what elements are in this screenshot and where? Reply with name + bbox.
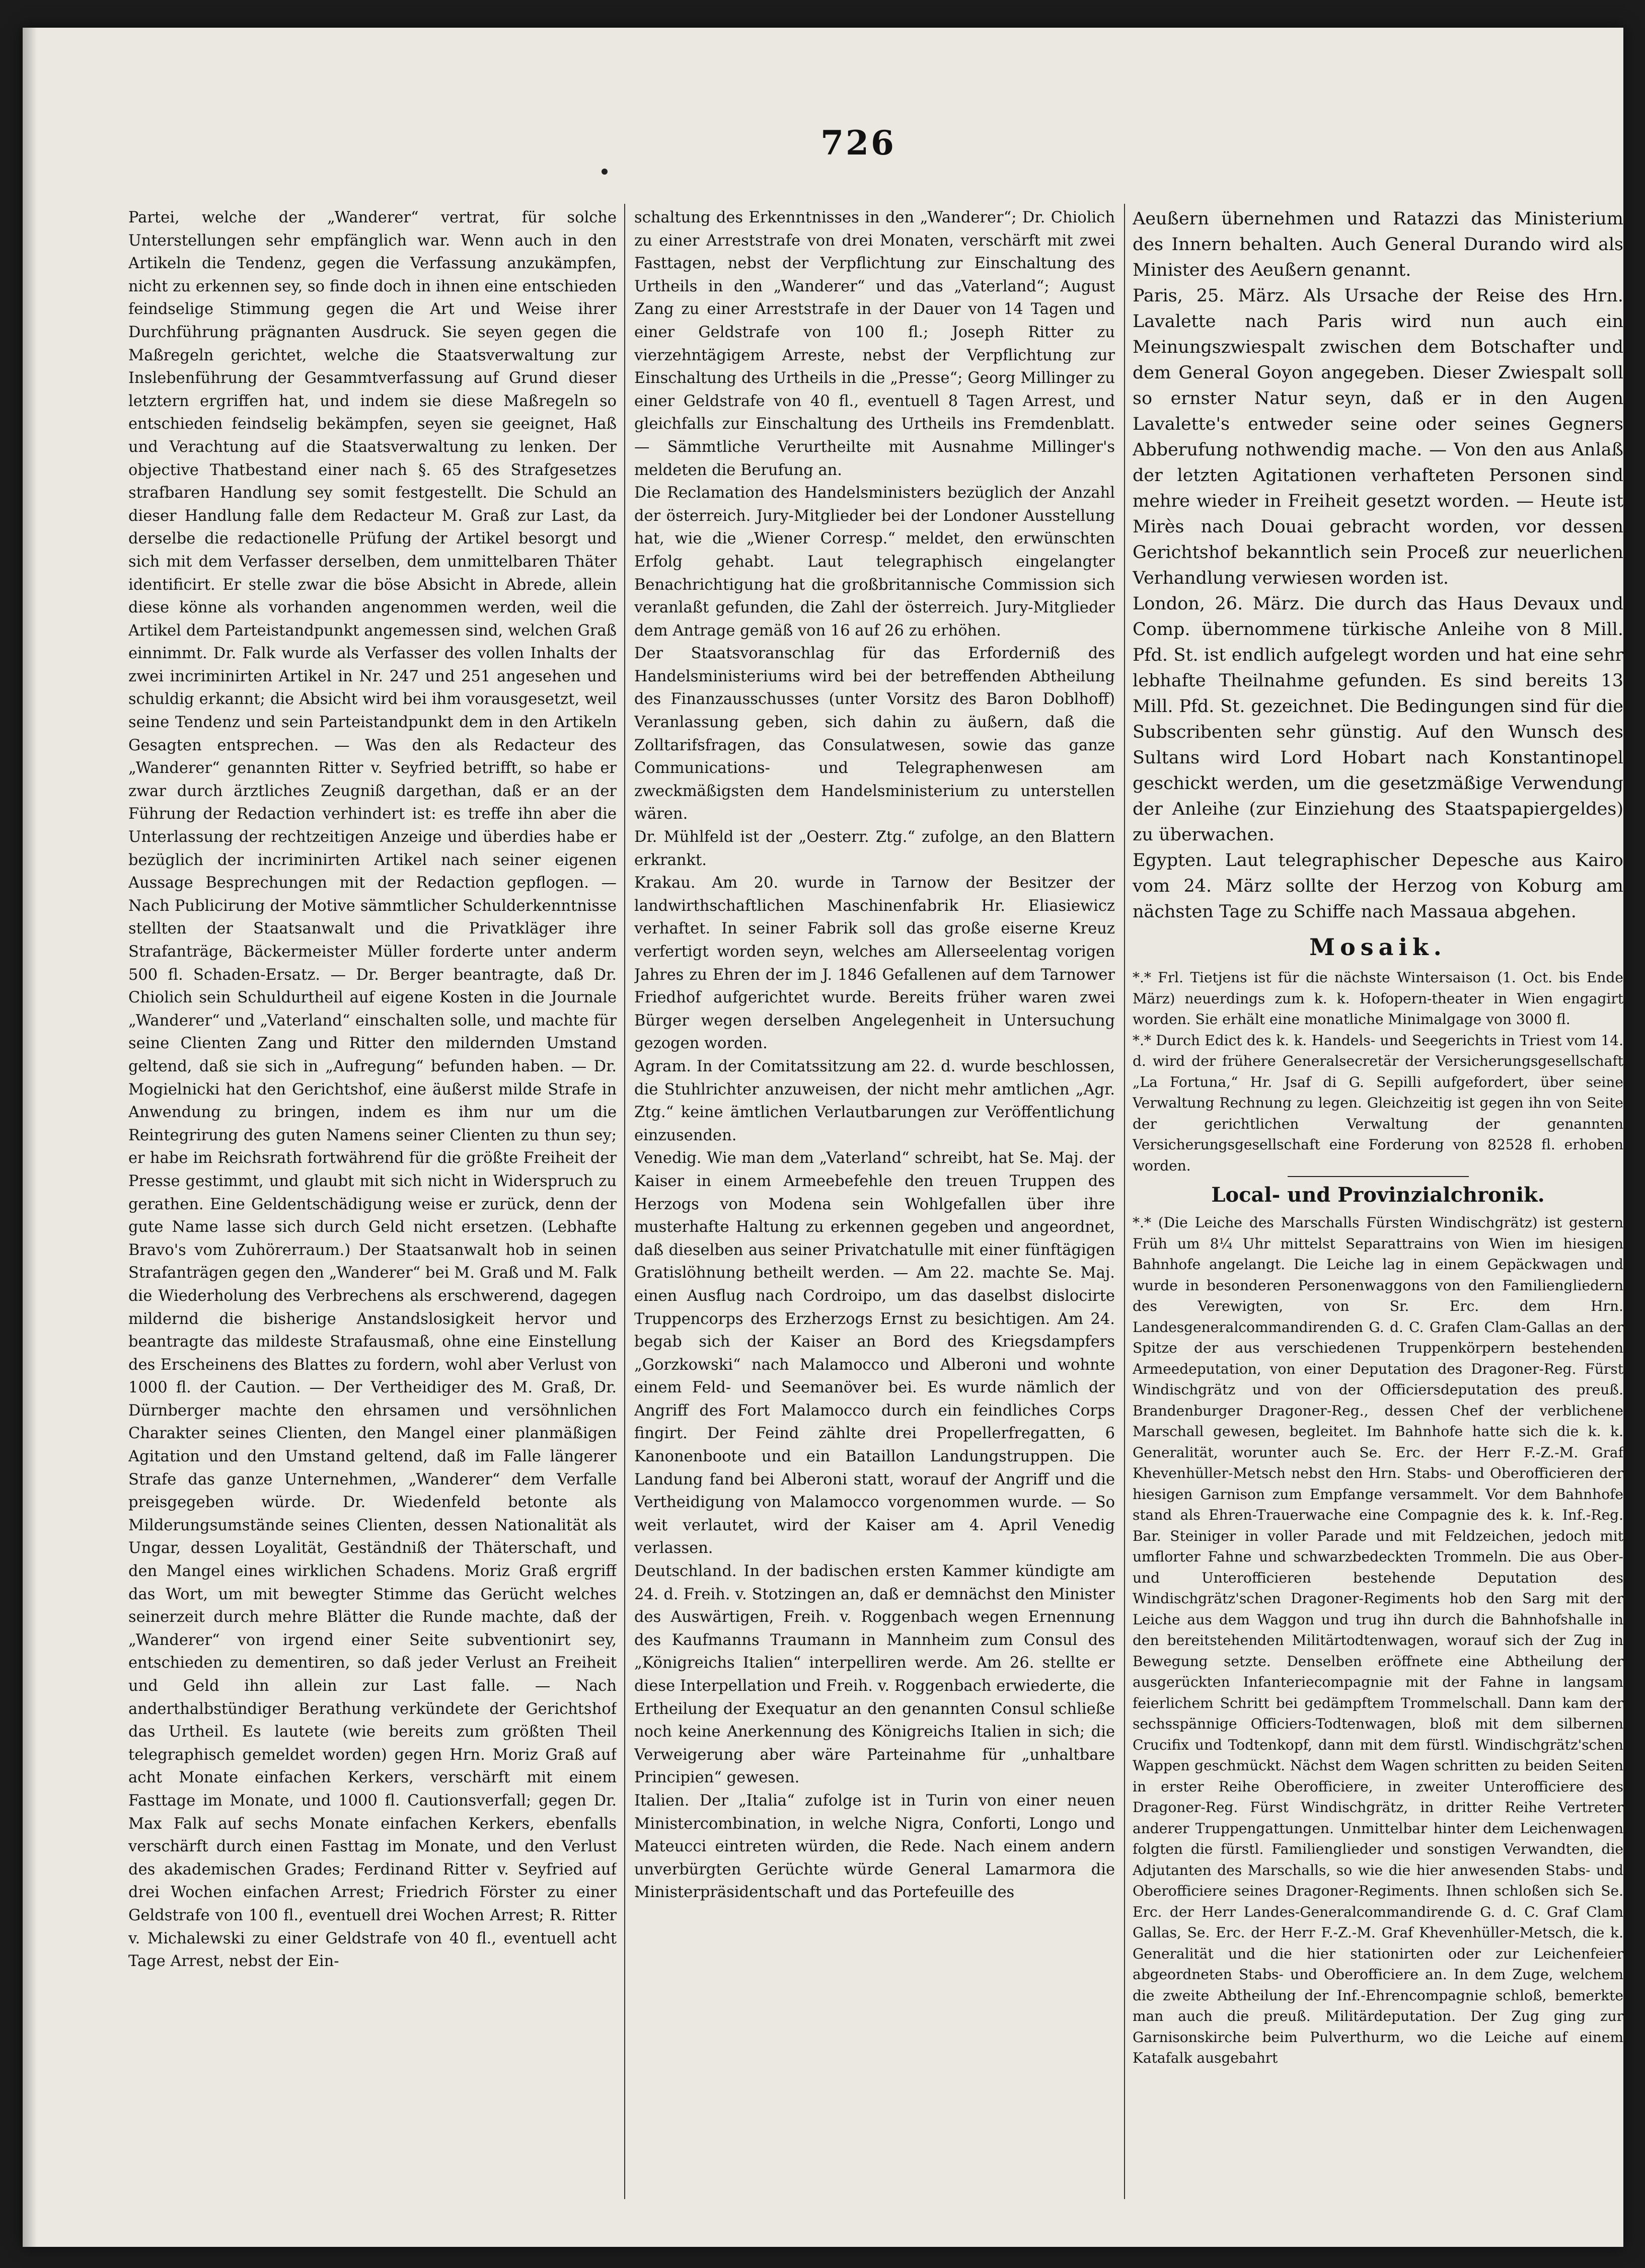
section-title-local: Local- und Provinzialchronik. xyxy=(1211,1183,1545,1207)
column-rule xyxy=(1124,204,1125,2199)
paragraph: Italien. Der „Italia“ zufolge ist in Turin von einer neuen Ministercombination, in welche Nigra, Conforti, Longo und Mateucci eintreten würden, die Rede. Nach einem andern unverbürgten Gerüchte würde General Lamarmora die Ministerpräsidentschaft und das Portefeuille des xyxy=(634,1791,1115,1902)
paragraph: *.* (Die Leiche des Marschalls Fürsten Windischgrätz) ist gestern Früh um 8¼ Uhr mittelst Separattrains von Wien im hiesigen Bahnhofe angelangt. Die Leiche lag in einem Gepäckwagen und wurde in besonderen Personenwaggons von den Familiengliedern des Verewigten, von Sr. Erc. dem Hrn. Landesgeneralcommandirenden G. d. C. Grafen Clam-Gallas an der Spitze der aus verschiedenen Truppenkörpern bestehenden Armeedeputation, von einer Deputation des Dragoner-Reg. Fürst Windischgrätz und von der Officiersdeputation des preuß. Brandenburger Dragoner-Reg., dessen Chef der verblichene Marschall gewesen, begleitet. Im Bahnhofe hatte sich die k. k. Generalität, worunter auch Se. Erc. der Herr F.-Z.-M. Graf Khevenhüller-Metsch nebst den Hrn. Stabs- und Oberofficieren der hiesigen Garnison zum Empfange versammelt. Vor dem Bahnhofe stand als Ehren-Trauerwache eine Compagnie des k. k. Inf.-Reg. Bar. Steiniger in voller Parade und mit Feldzeichen, jedoch mit umflorter Fahne und schwarzbedeckten Trommeln. Die aus Ober- und Unterofficieren bestehende Deputation des Windischgrätz'schen Dragoner-Regiments hob den Sarg mit der Leiche aus dem Waggon und trug ihn durch die Bahnhofshalle in den bereitstehenden Militärtodtenwagen, worauf sich der Zug in Bewegung setzte. Denselben eröffnete eine Abtheilung der ausgerückten Infanteriecompagnie mit der Fahne in langsam feierlichem Schritt bei gedämpftem Trommelschall. Dann kam der sechsspännige Officiers-Todtenwagen, bloß mit dem silbernen Crucifix und Todtenkopf, dann mit dem fürstl. Windischgrätz'schen Wappen geschmückt. Nächst dem Wagen schritten zu beiden Seiten in erster Reihe Oberofficiere, in zweiter Unterofficiere des Dragoner-Reg. Fürst Windischgrätz, in dritter Reihe Vertreter anderer Truppengattungen. Unmittelbar hinter dem Leichenwagen folgten die fürstl. Familienglieder und sonstigen Verwandten, die Adjutanten des Marschalls, so wie die hier anwesenden Stabs- und Oberofficiere seines Dragoner-Regiments. Ihnen schloßen sich Se. Erc. der Herr Landes-Generalcommandirende G. d. C. Graf Clam Gallas, Se. Erc. der Herr F.-Z.-M. Graf Khevenhüller-Metsch, die k. Generalität und die hier stationirten oder zur Leichenfeier abgeordneten Stabs- und Oberofficiere an. In dem Zuge, welchem die zweite Abtheilung der Inf.-Ehrencompagnie schloß, bemerkte man auch die preuß. Militärdeputation. Der Zug ging zur Garnisonskirche beim Pulverthurm, wo die Leiche auf einem Katafalk ausgebahrt xyxy=(1133,1214,1623,2066)
section-title-mosaik: Mosaik. xyxy=(1309,933,1447,961)
paragraph: *.* Durch Edict des k. k. Handels- und Seegerichts in Triest vom 14. d. wird der frühere Generalsecretär der Versicherungsgesellschaft „La Fortuna,“ Hr. Jsaf di G. Sepilli aufgefordert, über seine Verwaltung Rechnung zu legen. Gleichzeitig ist gegen ihn von Seite der gerichtlichen Verwaltung der genannten Versicherungsgesellschaft eine Forderung von 82528 fl. erhoben worden. xyxy=(1133,1032,1623,1174)
section-divider xyxy=(1288,1176,1469,1177)
column-3 xyxy=(1133,206,1623,2214)
page-number: 726 xyxy=(820,123,896,163)
paragraph: London, 26. März. Die durch das Haus Devaux und Comp. übernommene türkische Anleihe von 8 Mill. Pfd. St. ist endlich aufgelegt worden und hat eine sehr lebhafte Theilnahme gefunden. Es sind bereits 13 Mill. Pfd. St. gezeichnet. Die Bedingungen sind für die Subscribenten sehr günstig. Auf den Wunsch des Sultans wird Lord Hobart nach Konstantinopel geschickt werden, um die gesetzmäßige Verwendung der Anleihe (zur Einziehung des Staatspapiergeldes) zu überwachen. xyxy=(1133,594,1623,845)
paragraph: Venedig. Wie man dem „Vaterland“ schreibt, hat Se. Maj. der Kaiser in einem Armeebefehle den treuen Truppen des Herzogs von Modena sein Wohlgefallen über ihre musterhafte Haltung zu erkennen gegeben und angeordnet, daß dieselben aus seiner Privatchatulle mit einer fünftägigen Gratislöhnung betheilt werden. — Am 22. machte Se. Maj. einen Ausflug nach Cordroipo, um das daselbst dislocirte Truppencorps des Erzherzogs Ernst zu besichtigen. Am 24. begab sich der Kaiser an Bord des Kriegsdampfers „Gorzkowski“ nach Malamocco und Alberoni und wohnte einem Feld- und Seemanöver bei. Es wurde nämlich der Angriff des Fort Malamocco durch ein feindliches Corps fingirt. Der Feind zählte drei Propellerfregatten, 6 Kanonenboote und ein Bataillon Landungstruppen. Die Landung fand bei Alberoni statt, worauf der Angriff und die Vertheidigung von Malamocco vorgenommen wurde. — So weit verlautet, wird der Kaiser am 4. April Venedig verlassen. xyxy=(634,1149,1115,1557)
paragraph: Der Staatsvoranschlag für das Erforderniß des Handelsministeriums wird bei der betreffenden Abtheilung des Finanzausschusses (unter Vorsitz des Baron Doblhoff) Veranlassung geben, sich dahin zu äußern, daß die Zolltarifsfragen, das Consulatwesen, sowie das ganze Communications- und Telegraphenwesen am zweckmäßigsten dem Handelsministerium zu unterstellen wären. xyxy=(634,645,1115,823)
paragraph: Krakau. Am 20. wurde in Tarnow der Besitzer der landwirthschaftlichen Maschinenfabrik Hr. Eliasiewicz verhaftet. In seiner Fabrik soll das große eiserne Kreuz verfertigt worden seyn, welches am Allerseelentag vorigen Jahres zu Ehren der im J. 1846 Gefallenen auf dem Tarnower Friedhof aufgerichtet wurde. Bereits früher waren zwei Bürger wegen derselben Angelegenheit in Untersuchung gezogen worden. xyxy=(634,874,1115,1053)
paragraph: Aeußern übernehmen und Ratazzi das Ministerium des Innern behalten. Auch General Durando wird als Minister des Aeußern genannt. xyxy=(1133,209,1623,280)
paragraph: Deutschland. In der badischen ersten Kammer kündigte am 24. d. Freih. v. Stotzingen an, daß er demnächst den Minister des Auswärtigen, Freih. v. Roggenbach wegen Ernennung des Kaufmanns Traumann in Mannheim zum Consul des „Königreichs Italien“ interpelliren werde. Am 26. stellte er diese Interpellation und Freih. v. Roggenbach erwiederte, die Ertheilung der Exequatur an den genannten Consul schließe noch keine Anerkennung des Königreichs Italien in sich; die Verweigerung aber wäre Parteinahme für „unhaltbare Principien“ gewesen. xyxy=(634,1562,1115,1787)
newspaper-page xyxy=(23,28,1623,2247)
paragraph: *.* Frl. Tietjens ist für die nächste Wintersaison (1. Oct. bis Ende März) neuerdings zum k. k. Hofopern-theater in Wien engagirt worden. Sie erhält eine monatliche Minimalgage von 3000 fl. xyxy=(1133,969,1623,1028)
paragraph: schaltung des Erkenntnisses in den „Wanderer“; Dr. Chiolich zu einer Arreststrafe von drei Monaten, verschärft mit zwei Fasttagen, nebst der Verpflichtung zur Einschaltung des Urtheils in den „Wanderer“ und das „Vaterland“; August Zang zu einer Arreststrafe in der Dauer von 14 Tagen und einer Geldstrafe von 100 fl.; Joseph Ritter zu vierzehntägigem Arreste, nebst der Verpflichtung zur Einschaltung des Urtheils in die „Presse“; Georg Millinger zu einer Geldstrafe von 40 fl., eventuell 8 Tagen Arrest, und gleichfalls zur Einschaltung des Urtheils ins Fremdenblatt. — Sämmtliche Verurtheilte mit Ausnahme Millinger's meldeten die Berufung an. xyxy=(634,209,1115,479)
paragraph: Egypten. Laut telegraphischer Depesche aus Kairo vom 24. März sollte der Herzog von Koburg am nächsten Tage zu Schiffe nach Massaua abgehen. xyxy=(1133,850,1623,922)
paragraph: Dr. Mühlfeld ist der „Oesterr. Ztg.“ zufolge, an den Blattern erkrankt. xyxy=(634,828,1115,869)
column-1 xyxy=(128,206,617,2214)
column-2 xyxy=(634,206,1115,2214)
ornament-dot xyxy=(602,169,608,175)
column-rule xyxy=(624,204,625,2199)
paragraph: Paris, 25. März. Als Ursache der Reise des Hrn. Lavalette nach Paris wird nun auch ein Meinungszwiespalt zwischen dem Botschafter und dem General Goyon angegeben. Dieser Zwiespalt soll so ernster Natur seyn, daß er in den Augen Lavalette's entweder seine oder seines Gegners Abberufung nothwendig mache. — Von den aus Anlaß der letzten Agitationen verhafteten Personen sind mehre wieder in Freiheit gesetzt worden. — Heute ist Mirès nach Douai gebracht worden, vor dessen Gerichtshof bekanntlich sein Proceß zur neuerlichen Verhandlung verwiesen worden ist. xyxy=(1133,286,1623,588)
paragraph: Agram. In der Comitatssitzung am 22. d. wurde beschlossen, die Stuhlrichter anzuweisen, der nicht mehr amtlichen „Agr. Ztg.“ keine ämtlichen Verlautbarungen zur Veröffentlichung einzusenden. xyxy=(634,1057,1115,1144)
paragraph: Die Reclamation des Handelsministers bezüglich der Anzahl der österreich. Jury-Mitglieder bei der Londoner Ausstellung hat, wie die „Wiener Corresp.“ meldet, den erwünschten Erfolg gehabt. Laut telegraphisch eingelangter Benachrichtigung hat die großbritannische Commission sich veranlaßt gefunden, die Zahl der österreich. Jury-Mitglieder dem Antrage gemäß von 16 auf 26 zu erhöhen. xyxy=(634,484,1115,640)
paragraph: Partei, welche der „Wanderer“ vertrat, für solche Unterstellungen sehr empfänglich war. Wenn auch in den Artikeln die Tendenz, gegen die Verfassung anzukämpfen, nicht zu erkennen sey, so finde doch in ihnen eine entschieden feindselige Stimmung gegen die Art und Weise ihrer Durchführung prägnanten Ausdruck. Sie seyen gegen die Maßregeln gerichtet, welche die Staatsverwaltung zur Inslebenführung der Gesammtverfassung auf Grund dieser letztern ergriffen hat, und indem sie diese Maßregeln so entschieden feindselig bekämpfen, seyen sie geeignet, Haß und Verachtung auf die Staatsverwaltung zu lenken. Der objective Thatbestand einer nach §. 65 des Strafgesetzes strafbaren Handlung sey somit festgestellt. Die Schuld an dieser Handlung falle dem Redacteur M. Graß zur Last, da derselbe die redactionelle Prüfung der Artikel besorgt und sich mit dem Verfasser derselben, dem unmittelbaren Thäter identificirt. Er stelle zwar die böse Absicht in Abrede, allein diese könne als vorhanden angenommen werden, weil die Artikel dem Parteistandpunkt angemessen sind, welchen Graß einnimmt. Dr. Falk wurde als Verfasser des vollen Inhalts der zwei incriminirten Artikel in Nr. 247 und 251 angesehen und schuldig erkannt; die Absicht wird bei ihm vorausgesetzt, weil seine Tendenz und sein Parteistandpunkt dem in den Artikeln Gesagten entsprechen. — Was den als Redacteur des „Wanderer“ genannten Ritter v. Seyfried betrifft, so habe er zwar durch ärztliches Zeugniß dargethan, daß er an der Führung der Redaction verhindert ist: es treffe ihn aber die Unterlassung der rechtzeitigen Anzeige und überdies habe er bezüglich der incriminirten Artikel nach seiner eigenen Aussage Besprechungen mit der Redaction gepflogen. — Nach Publicirung der Motive sämmtlicher Schulderkenntnisse stellten der Staatsanwalt und die Privatkläger ihre Strafanträge, Bäckermeister Müller forderte unter anderm 500 fl. Schaden-Ersatz. — Dr. Berger beantragte, daß Dr. Chiolich sein Schuldurtheil auf eigene Kosten in die Journale „Wanderer“ und „Vaterland“ einschalten solle, und machte für seine Clienten Zang und Ritter den mildernden Umstand geltend, daß sie sich in „Aufregung“ befunden haben. — Dr. Mogielnicki hat den Gerichtshof, eine äußerst milde Strafe in Anwendung zu bringen, indem es ihm nur um die Reintegrirung des guten Namens seiner Clienten zu thun sey; er habe im Reichsrath fortwährend für die größte Freiheit der Presse gestimmt, und glaubt mit sich nicht in Widerspruch zu gerathen. Eine Geldentschädigung weise er zurück, denn der gute Name lasse sich durch Geld nicht ersetzen. (Lebhafte Bravo's vom Zuhörerraum.) Der Staatsanwalt hob in seinen Strafanträgen gegen den „Wanderer“ bei M. Graß und M. Falk die Wiederholung des Verbrechens als erschwerend, dagegen mildernd die bisherige Anstandslosigkeit hervor und beantragte das mildeste Strafausmaß, ohne eine Einstellung des Erscheinens des Blattes zu fordern, wohl aber Verlust von 1000 fl. der Caution. — Der Vertheidiger des M. Graß, Dr. Dürnberger machte den ehrsamen und versöhnlichen Charakter seines Clienten, den Mangel einer planmäßigen Agitation und den Umstand geltend, daß im Falle längerer Strafe das ganze Unternehmen, „Wanderer“ dem Verfalle preisgegeben würde. Dr. Wiedenfeld betonte als Milderungsumstände seines Clienten, dessen Nationalität als Ungar, dessen Loyalität, Geständniß der Thäterschaft, und den Mangel eines wirklichen Schadens. Moriz Graß ergriff das Wort, um mit bewegter Stimme das Gerücht welches seinerzeit durch mehre Blätter die Runde machte, daß der „Wanderer“ von irgend einer Seite subventionirt sey, entschieden zu dementiren, so daß jeder Verlust an Freiheit und Geld ihn allein zur Last falle. — Nach anderthalbstündiger Berathung verkündete der Gerichtshof das Urtheil. Es lautete (wie bereits zum größten Theil telegraphisch gemeldet worden) gegen Hrn. Moriz Graß auf acht Monate einfachen Kerkers, verschärft mit einem Fasttage im Monate, und 1000 fl. Cautionsverfall; gegen Dr. Max Falk auf sechs Monate einfachen Kerkers, ebenfalls verschärft durch einen Fasttag im Monate, und den Verlust des akademischen Grades; Ferdinand Ritter v. Seyfried auf drei Wochen einfachen Arrest; Friedrich Förster zu einer Geldstrafe von 100 fl., eventuell drei Wochen Arrest; R. Ritter v. Michalewski zu einer Geldstrafe von 40 fl., eventuell acht Tage Arrest, nebst der Ein- xyxy=(128,209,617,1971)
